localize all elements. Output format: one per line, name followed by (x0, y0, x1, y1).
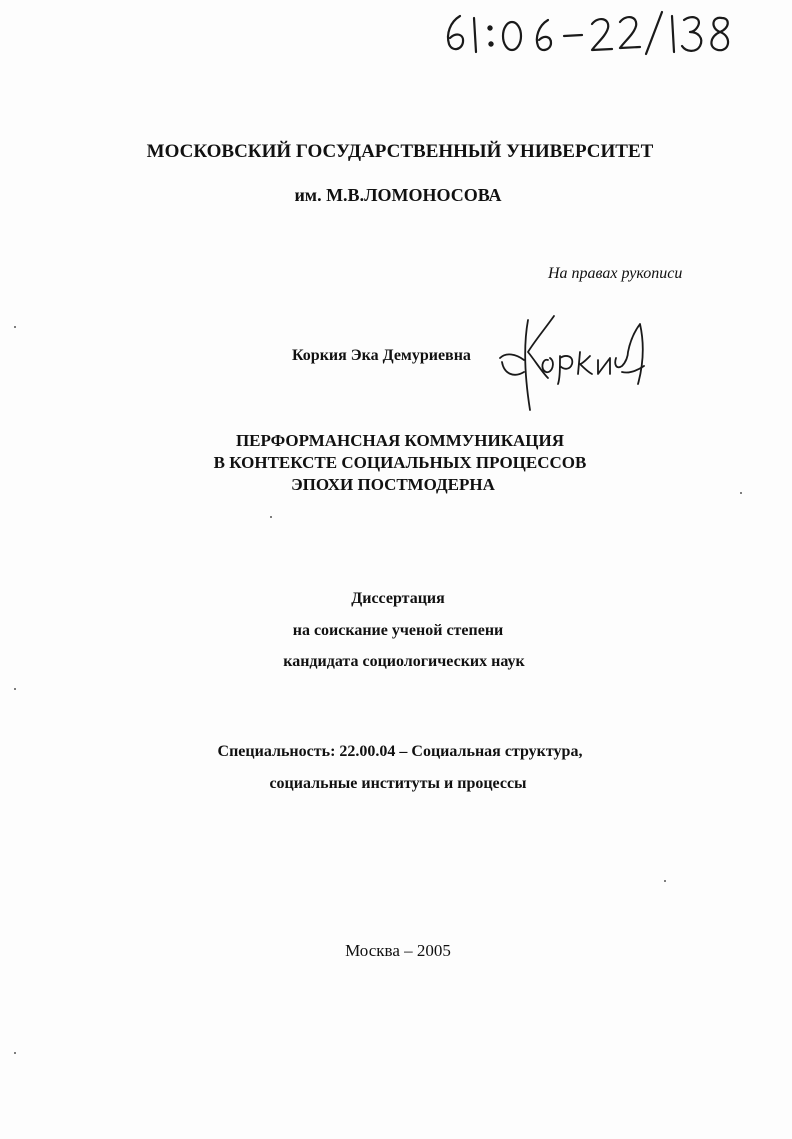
city-year: Москва – 2005 (345, 941, 451, 960)
scan-speck (14, 1052, 16, 1054)
author-name: Коркия Эка Демуриевна (292, 347, 471, 364)
degree-line-2: кандидата социологических наук (283, 653, 525, 670)
thesis-title-line-1: ПЕРФОРМАНСНАЯ КОММУНИКАЦИЯ (235, 431, 565, 450)
university-named-after: им. М.В.ЛОМОНОСОВА (294, 185, 502, 205)
scan-speck (664, 880, 666, 882)
handwritten-catalog-number (440, 8, 740, 56)
degree-line-1: на соискание ученой степени (292, 622, 504, 639)
scan-speck (14, 688, 16, 690)
document-type: Диссертация (351, 590, 445, 607)
thesis-title-line-2: В КОНТЕКСТЕ СОЦИАЛЬНЫХ ПРОЦЕССОВ (213, 453, 587, 472)
scan-speck (740, 492, 742, 494)
thesis-title-line-3: ЭПОХИ ПОСТМОДЕРНА (291, 475, 495, 494)
rights-note: На правах рукописи (548, 265, 683, 282)
author-signature (494, 312, 654, 412)
university-name: МОСКОВСКИЙ ГОСУДАРСТВЕННЫЙ УНИВЕРСИТЕТ (146, 141, 654, 162)
scan-speck (270, 516, 272, 518)
scan-speck (14, 326, 16, 328)
specialty-line-2: социальные институты и процессы (269, 775, 527, 792)
specialty-line-1: Специальность: 22.00.04 – Социальная структура, (217, 743, 583, 760)
